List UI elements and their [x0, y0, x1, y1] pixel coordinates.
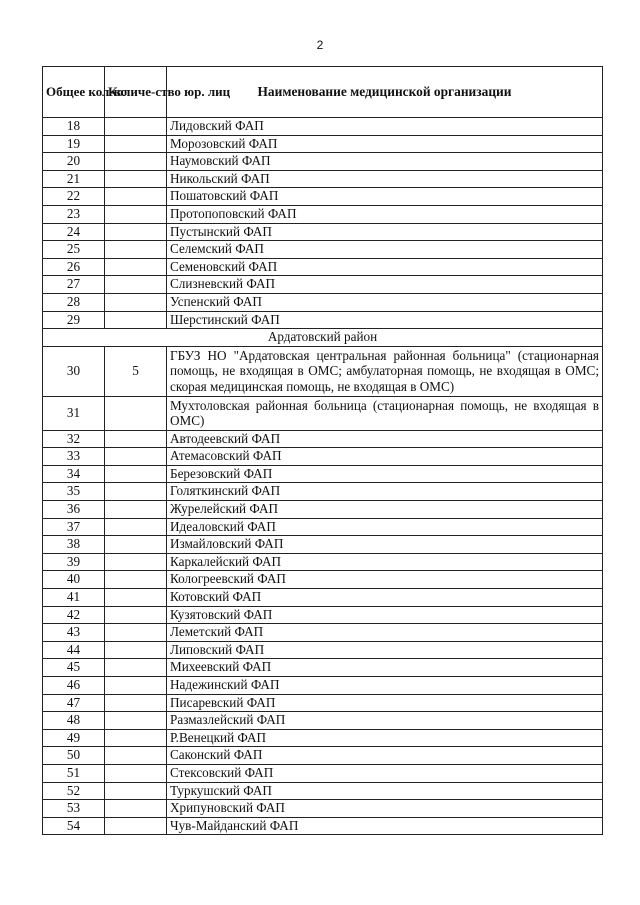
row-entities	[105, 276, 167, 294]
row-name: Надежинский ФАП	[167, 677, 603, 695]
row-entities	[105, 712, 167, 730]
table-row	[43, 258, 603, 276]
row-number: 47	[43, 694, 105, 712]
row-name: Пошатовский ФАП	[167, 188, 603, 206]
row-number: 52	[43, 782, 105, 800]
row-entities	[105, 677, 167, 695]
organizations-table	[42, 66, 603, 835]
row-number: 24	[43, 223, 105, 241]
section-title: Ардатовский район	[43, 329, 603, 347]
row-entities	[105, 430, 167, 448]
row-name: Кузятовский ФАП	[167, 606, 603, 624]
table-row	[43, 448, 603, 466]
row-name: Леметский ФАП	[167, 624, 603, 642]
row-entities	[105, 589, 167, 607]
table-row	[43, 396, 603, 430]
table-row	[43, 536, 603, 554]
row-name: Атемасовский ФАП	[167, 448, 603, 466]
table-row	[43, 483, 603, 501]
row-entities	[105, 170, 167, 188]
row-entities	[105, 293, 167, 311]
row-number: 46	[43, 677, 105, 695]
row-name: Голяткинский ФАП	[167, 483, 603, 501]
section-body	[43, 329, 603, 347]
row-number: 21	[43, 170, 105, 188]
row-entities	[105, 659, 167, 677]
row-number: 20	[43, 153, 105, 171]
row-name: Наумовский ФАП	[167, 153, 603, 171]
row-entities	[105, 465, 167, 483]
table-row	[43, 241, 603, 259]
row-name: Пустынский ФАП	[167, 223, 603, 241]
row-name: Семеновский ФАП	[167, 258, 603, 276]
table-row	[43, 311, 603, 329]
row-name: Слизневский ФАП	[167, 276, 603, 294]
row-entities	[105, 501, 167, 519]
table-body-b	[43, 346, 603, 835]
row-entities	[105, 258, 167, 276]
row-entities: 5	[105, 346, 167, 396]
row-name: Стексовский ФАП	[167, 764, 603, 782]
row-number: 45	[43, 659, 105, 677]
header-name: Наименование медицинской организации	[167, 67, 603, 118]
section-row	[43, 329, 603, 347]
row-entities	[105, 223, 167, 241]
table-row	[43, 624, 603, 642]
row-number: 39	[43, 553, 105, 571]
row-name: Размазлейский ФАП	[167, 712, 603, 730]
table-row	[43, 118, 603, 136]
row-entities	[105, 817, 167, 835]
table-row	[43, 293, 603, 311]
row-name: Селемский ФАП	[167, 241, 603, 259]
row-number: 34	[43, 465, 105, 483]
row-entities	[105, 518, 167, 536]
row-entities	[105, 448, 167, 466]
table-row	[43, 170, 603, 188]
row-name: Никольский ФАП	[167, 170, 603, 188]
row-entities	[105, 135, 167, 153]
row-name: Автодеевский ФАП	[167, 430, 603, 448]
row-number: 31	[43, 396, 105, 430]
row-entities	[105, 311, 167, 329]
table-row	[43, 747, 603, 765]
row-entities	[105, 641, 167, 659]
table-row	[43, 276, 603, 294]
table-row	[43, 153, 603, 171]
row-name: Измайловский ФАП	[167, 536, 603, 554]
table-row	[43, 223, 603, 241]
row-number: 33	[43, 448, 105, 466]
row-name: Идеаловский ФАП	[167, 518, 603, 536]
row-number: 43	[43, 624, 105, 642]
row-name: Липовский ФАП	[167, 641, 603, 659]
table-body-a	[43, 118, 603, 329]
table-row	[43, 518, 603, 536]
header-total: Общее кол-во	[43, 67, 105, 118]
row-number: 30	[43, 346, 105, 396]
row-name: Каркалейский ФАП	[167, 553, 603, 571]
row-name: Протопоповский ФАП	[167, 205, 603, 223]
row-entities	[105, 205, 167, 223]
table-row	[43, 606, 603, 624]
row-number: 26	[43, 258, 105, 276]
row-number: 51	[43, 764, 105, 782]
row-number: 32	[43, 430, 105, 448]
row-name: Р.Венецкий ФАП	[167, 729, 603, 747]
row-entities	[105, 800, 167, 818]
table-row	[43, 571, 603, 589]
row-entities	[105, 764, 167, 782]
row-number: 27	[43, 276, 105, 294]
row-number: 48	[43, 712, 105, 730]
row-number: 35	[43, 483, 105, 501]
row-number: 23	[43, 205, 105, 223]
row-number: 44	[43, 641, 105, 659]
row-name: ГБУЗ НО "Ардатовская центральная районная больница" (стационарная помощь, не входящая в ОМС; амбулаторная помощь, не входящая в ОМС; скорая медицинская помощь, не входящая в ОМС)	[167, 346, 603, 396]
table-row	[43, 205, 603, 223]
row-name: Шерстинский ФАП	[167, 311, 603, 329]
table-row	[43, 135, 603, 153]
row-number: 40	[43, 571, 105, 589]
row-entities	[105, 118, 167, 136]
row-entities	[105, 747, 167, 765]
table-row	[43, 188, 603, 206]
row-entities	[105, 396, 167, 430]
table-row	[43, 346, 603, 396]
row-name: Журелейский ФАП	[167, 501, 603, 519]
row-number: 41	[43, 589, 105, 607]
header-entities: Количе-ство юр. лиц	[105, 67, 167, 118]
row-name: Березовский ФАП	[167, 465, 603, 483]
row-entities	[105, 624, 167, 642]
row-number: 38	[43, 536, 105, 554]
row-name: Морозовский ФАП	[167, 135, 603, 153]
table-row	[43, 817, 603, 835]
row-name: Лидовский ФАП	[167, 118, 603, 136]
row-number: 42	[43, 606, 105, 624]
table-row	[43, 501, 603, 519]
table-row	[43, 712, 603, 730]
table-row	[43, 641, 603, 659]
row-entities	[105, 571, 167, 589]
row-number: 54	[43, 817, 105, 835]
table-row	[43, 729, 603, 747]
row-entities	[105, 694, 167, 712]
row-name: Хрипуновский ФАП	[167, 800, 603, 818]
table-row	[43, 659, 603, 677]
row-name: Туркушский ФАП	[167, 782, 603, 800]
table-row	[43, 465, 603, 483]
row-number: 28	[43, 293, 105, 311]
row-name: Успенский ФАП	[167, 293, 603, 311]
row-number: 36	[43, 501, 105, 519]
row-name: Михеевский ФАП	[167, 659, 603, 677]
row-number: 37	[43, 518, 105, 536]
row-name: Котовский ФАП	[167, 589, 603, 607]
row-entities	[105, 153, 167, 171]
row-entities	[105, 553, 167, 571]
row-number: 50	[43, 747, 105, 765]
table-row	[43, 764, 603, 782]
row-entities	[105, 606, 167, 624]
table-row	[43, 782, 603, 800]
row-number: 18	[43, 118, 105, 136]
row-name: Саконский ФАП	[167, 747, 603, 765]
table-row	[43, 589, 603, 607]
row-entities	[105, 483, 167, 501]
row-number: 49	[43, 729, 105, 747]
row-entities	[105, 536, 167, 554]
row-number: 19	[43, 135, 105, 153]
row-number: 53	[43, 800, 105, 818]
row-name: Чув-Майданский ФАП	[167, 817, 603, 835]
row-name: Мухтоловская районная больница (стационарная помощь, не входящая в ОМС)	[167, 396, 603, 430]
table-row	[43, 694, 603, 712]
row-entities	[105, 729, 167, 747]
table-row	[43, 553, 603, 571]
table-row	[43, 430, 603, 448]
row-name: Писаревский ФАП	[167, 694, 603, 712]
table-row	[43, 677, 603, 695]
row-number: 29	[43, 311, 105, 329]
row-number: 22	[43, 188, 105, 206]
header-row	[43, 67, 603, 118]
row-entities	[105, 241, 167, 259]
table-row	[43, 800, 603, 818]
page-number: 2	[316, 38, 324, 52]
row-entities	[105, 782, 167, 800]
row-number: 25	[43, 241, 105, 259]
row-entities	[105, 188, 167, 206]
row-name: Кологреевский ФАП	[167, 571, 603, 589]
